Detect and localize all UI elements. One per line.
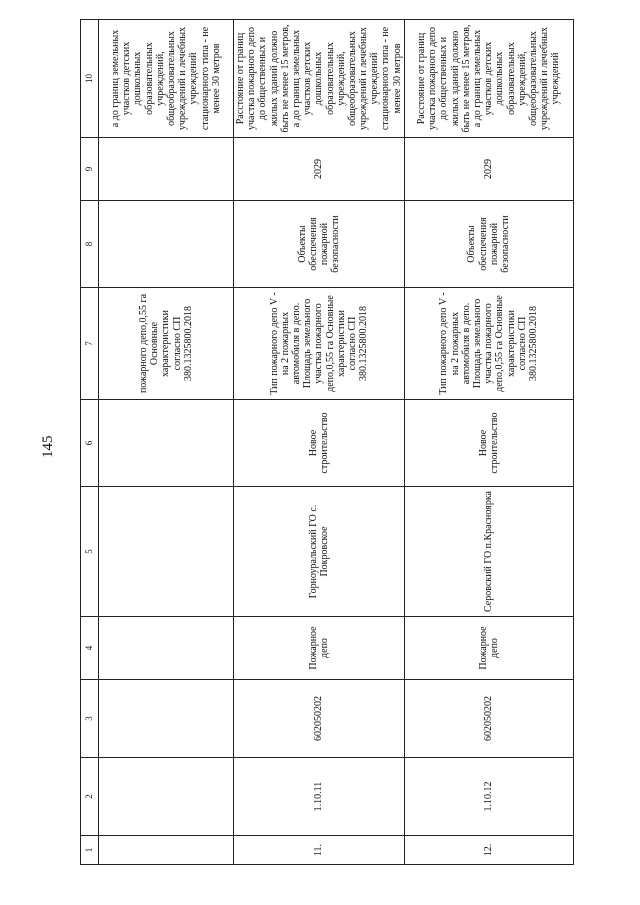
- table-row: [404, 20, 573, 865]
- note-cell: Расстояние от границ участка пожарного депо до общественных и жилых зданий должно быть не менее 15 метров, а до границ земельных участков детских дошкольных образовательных учреждений, общеобразовательных учреждений и лечебных учреждений: [404, 20, 573, 138]
- column-number: 4: [81, 617, 99, 680]
- empty-cell: [99, 680, 234, 758]
- name-cell: Пожарное депо: [404, 617, 573, 680]
- page-number: 145: [40, 435, 56, 458]
- kind-cell: 602050202: [234, 680, 405, 758]
- zone-cell: Объекты обеспечения пожарной безопасности: [234, 201, 405, 288]
- code-cell: 1.10.12: [404, 758, 573, 836]
- empty-cell: [99, 138, 234, 201]
- column-number: 10: [81, 20, 99, 138]
- location-cell: Серовский ГО п.Красноярка: [404, 487, 573, 617]
- params-cell: Тип пожарного депо V - на 2 пожарных автомобиля в депо. Площадь земельного участка пожарного депо,0,55 га Основные характеристики согласно СП 380.1325800.2018: [404, 288, 573, 400]
- objects-table: [80, 20, 563, 865]
- column-number: 1: [81, 836, 99, 865]
- column-number: 3: [81, 680, 99, 758]
- empty-cell: [99, 758, 234, 836]
- continuation-row: [99, 20, 234, 865]
- kind-cell: 602050202: [404, 680, 573, 758]
- empty-cell: [99, 201, 234, 288]
- note-cell: Расстояние от границ участка пожарного депо до общественных и жилых зданий должно быть не менее 15 метров, а до границ земельных участков детских дошкольных образовательных учреждений, общеобразовательных учреждений и лечебных учреждений стационарного типа - не менее 30 метров: [234, 20, 405, 138]
- year-cell: 2029: [234, 138, 405, 201]
- params-cell: пожарного депо,0,55 га Основные характеристики согласно СП 380.1325800.2018: [99, 288, 234, 400]
- empty-cell: [99, 836, 234, 865]
- row-number-cell: 12.: [404, 836, 573, 865]
- column-number-row: [81, 20, 99, 865]
- location-cell: Горноуральский ГО с. Покровское: [234, 487, 405, 617]
- note-cell: а до границ земельных участков детских дошкольных образовательных учреждений, общеобразовательных учреждений и лечебных учреждений стационарного типа - не менее 30 метров: [99, 20, 234, 138]
- column-number: 9: [81, 138, 99, 201]
- column-number: 8: [81, 201, 99, 288]
- table-row: [234, 20, 405, 865]
- column-number: 5: [81, 487, 99, 617]
- params-cell: Тип пожарного депо V - на 2 пожарных автомобиля в депо. Площадь земельного участка пожарного депо,0,55 га Основные характеристики согласно СП 380.1325800.2018: [234, 288, 405, 400]
- column-number: 7: [81, 288, 99, 400]
- row-number-cell: 11.: [234, 836, 405, 865]
- status-cell: Новое строительство: [404, 400, 573, 487]
- empty-cell: [99, 617, 234, 680]
- year-cell: 2029: [404, 138, 573, 201]
- status-cell: Новое строительство: [234, 400, 405, 487]
- zone-cell: Объекты обеспечения пожарной безопасности: [404, 201, 573, 288]
- column-number: 6: [81, 400, 99, 487]
- column-number: 2: [81, 758, 99, 836]
- name-cell: Пожарное депо: [234, 617, 405, 680]
- code-cell: 1.10.11: [234, 758, 405, 836]
- empty-cell: [99, 400, 234, 487]
- empty-cell: [99, 487, 234, 617]
